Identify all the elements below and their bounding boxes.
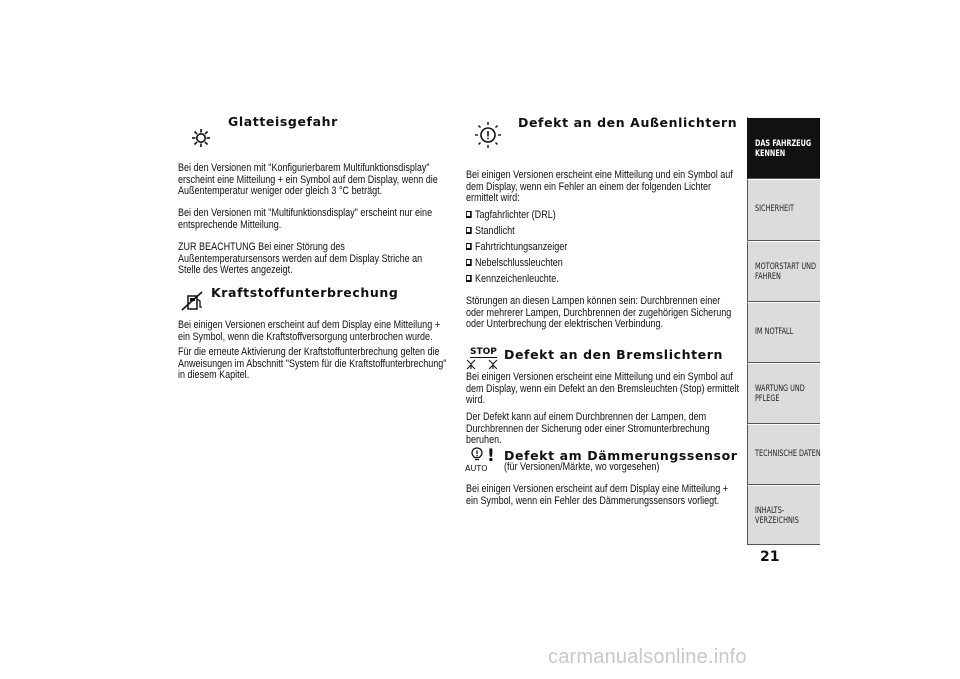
glatteis-title: Glatteisgefahr (228, 114, 338, 129)
list-item: Nebelschlussleuchten (466, 258, 563, 270)
aussenlicht-title: Defekt an den Außenlichtern (518, 115, 738, 130)
bremslicht-p2: Der Defekt kann auf einem Durchbrennen der Lampen, dem Durchbrennen der Sicherung oder einer Stromunterbrechung beruhen. (466, 411, 710, 446)
kraftstoff-title: Kraftstoffunterbrechung (211, 285, 399, 300)
list-item: Standlicht (466, 226, 515, 238)
list-item: Kennzeichenleuchte. (466, 274, 559, 286)
exclamation-icon: ! (487, 446, 495, 466)
exterior-light-fault-icon (473, 121, 503, 149)
daemmerung-p1: Bei einigen Versionen erscheint auf dem Display eine Mitteilung + ein Symbol, wenn ein Fehler des Dämmerungssensors vorliegt. (466, 483, 728, 507)
kraftstoff-p1: Bei einigen Versionen erscheint auf dem Display eine Mitteilung + ein Symbol, wenn die Kraftstoffversorgung unterbrochen wurde. (178, 319, 440, 343)
watermark: carmanualsonline.info (548, 646, 747, 668)
glatteis-p2: Bei den Versionen mit "Multifunktionsdisplay" erscheint nur eine entsprechende Mitteilung. (178, 207, 433, 231)
bremslicht-p1: Bei einigen Versionen erscheint eine Mitteilung und ein Symbol auf dem Display, wenn ein Defekt an den Bremsleuchten (Stop) ermittelt wird. (466, 371, 740, 406)
tab-motorstart-und-fahren[interactable]: MOTORSTART UND FAHREN (747, 241, 820, 302)
bullet-icon (466, 259, 472, 266)
fuel-cutoff-icon (180, 290, 204, 312)
tab-inhaltsverzeichnis[interactable]: INHALTS-VERZEICHNIS (747, 485, 820, 545)
tab-im-notfall[interactable]: IM NOTFALL (747, 302, 820, 363)
kraftstoff-p2: Für die erneute Aktivierung der Kraftstoffunterbrechung gelten die Anweisungen im Abschnitt "System für die Kraftstoffunterbrechung" in diesem Kapitel. (178, 346, 447, 381)
aussenlicht-p2: Störungen an diesen Lampen können sein: Durchbrennen einer oder mehrerer Lampen, Durchbrennen der zugehörigen Sicherung oder Unterbrechung der elektrischen Verbindung. (466, 295, 732, 330)
bullet-icon (466, 243, 472, 250)
auto-label: AUTO (465, 464, 488, 473)
aussenlicht-p1: Bei einigen Versionen erscheint eine Mitteilung und ein Symbol auf dem Display, wenn ein Fehler an einem der folgenden Lichter ermittelt wird: (466, 169, 733, 204)
bullet-icon (466, 227, 472, 234)
tab-technische-daten[interactable]: TECHNISCHE DATEN (747, 424, 820, 485)
bullet-icon (466, 211, 472, 218)
glatteis-p3: ZUR BEACHTUNG Bei einer Störung des Außentemperatursensors werden auf dem Display Striche an Stelle des Wertes angezeigt. (178, 241, 423, 276)
glatteis-p1: Bei den Versionen mit "Konfigurierbarem Multifunktionsdisplay" erscheint eine Mitteilung + ein Symbol auf dem Display, wenn die Außentemperatur weniger oder gleich 3 °C beträgt. (178, 162, 438, 197)
dusk-sensor-fault-icon (465, 446, 499, 474)
tab-sicherheit[interactable]: SICHERHEIT (747, 179, 820, 241)
tab-wartung-und-pflege[interactable]: WARTUNG UND PFLEGE (747, 363, 820, 424)
list-item: Tagfahrlichter (DRL) (466, 210, 556, 222)
bremslicht-title: Defekt an den Bremslichtern (504, 347, 724, 362)
bullet-icon (466, 275, 472, 282)
page-number: 21 (760, 549, 780, 565)
stop-label: STOP (470, 347, 497, 357)
stop-light-fault-icon (465, 347, 501, 371)
list-item: Fahrtrichtungsanzeiger (466, 242, 567, 254)
snowflake-icon (191, 128, 211, 148)
daemmerung-title: Defekt am Dämmerungssensor (504, 448, 738, 463)
daemmerung-subtitle: (für Versionen/Märkte, wo vorgesehen) (504, 461, 660, 473)
tab-das-fahrzeug-kennen[interactable]: DAS FAHRZEUG KENNEN (747, 117, 820, 179)
